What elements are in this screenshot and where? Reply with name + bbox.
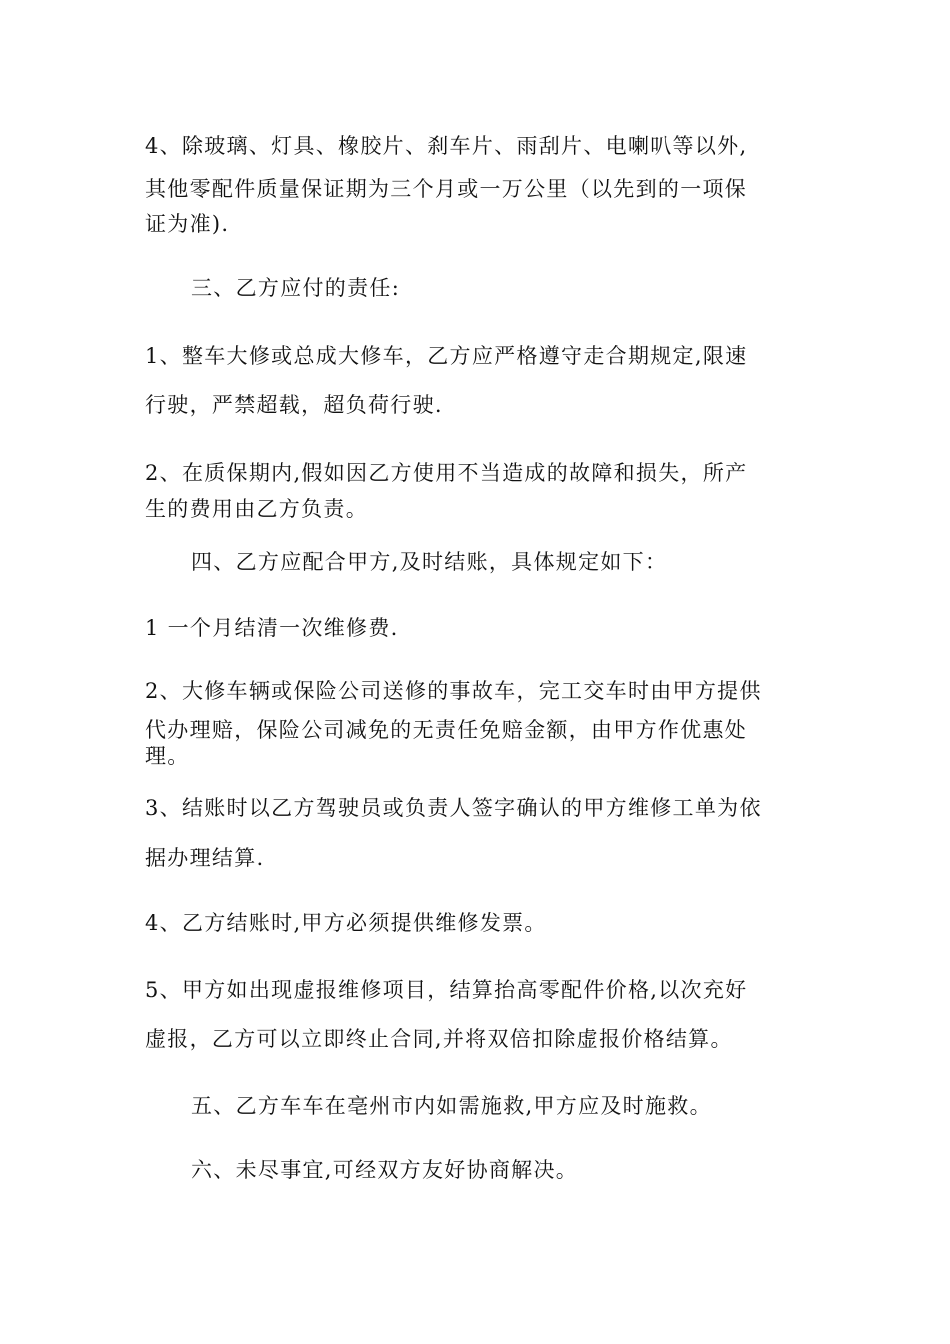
text-line: 据办理结算. <box>145 846 265 870</box>
text-line: 4、除玻璃、灯具、橡胶片、刹车片、雨刮片、电喇叭等以外, <box>145 134 748 158</box>
section-heading: 四、乙方应配合甲方,及时结账，具体规定如下： <box>191 550 668 574</box>
text-line: 1 一个月结清一次维修费. <box>145 616 399 640</box>
text-line: 理。 <box>145 744 190 768</box>
text-line: 虚报，乙方可以立即终止合同,并将双倍扣除虚报价格结算。 <box>145 1027 733 1051</box>
text-line: 2、在质保期内,假如因乙方使用不当造成的故障和损失，所产 <box>145 461 748 485</box>
section-heading: 六、未尽事宜,可经双方友好协商解决。 <box>191 1158 579 1182</box>
text-line: 5、甲方如出现虚报维修项目，结算抬高零配件价格,以次充好 <box>145 978 748 1002</box>
section-heading: 五、乙方车车在亳州市内如需施救,甲方应及时施救。 <box>191 1094 712 1118</box>
text-line: 4、乙方结账时,甲方必须提供维修发票。 <box>145 911 547 935</box>
section-heading: 三、乙方应付的责任: <box>191 276 401 300</box>
text-line: 证为准). <box>145 212 230 236</box>
text-line: 其他零配件质量保证期为三个月或一万公里（以先到的一项保 <box>145 177 748 201</box>
text-line: 生的费用由乙方负责。 <box>145 497 368 521</box>
text-line: 3、结账时以乙方驾驶员或负责人签字确认的甲方维修工单为依 <box>145 796 762 820</box>
text-line: 代办理赔，保险公司减免的无责任免赔金额，由甲方作优惠处 <box>145 718 748 742</box>
text-line: 2、大修车辆或保险公司送修的事故车，完工交车时由甲方提供 <box>145 679 762 703</box>
text-line: 1、整车大修或总成大修车，乙方应严格遵守走合期规定,限速 <box>145 344 748 368</box>
text-line: 行驶，严禁超载，超负荷行驶. <box>145 393 443 417</box>
